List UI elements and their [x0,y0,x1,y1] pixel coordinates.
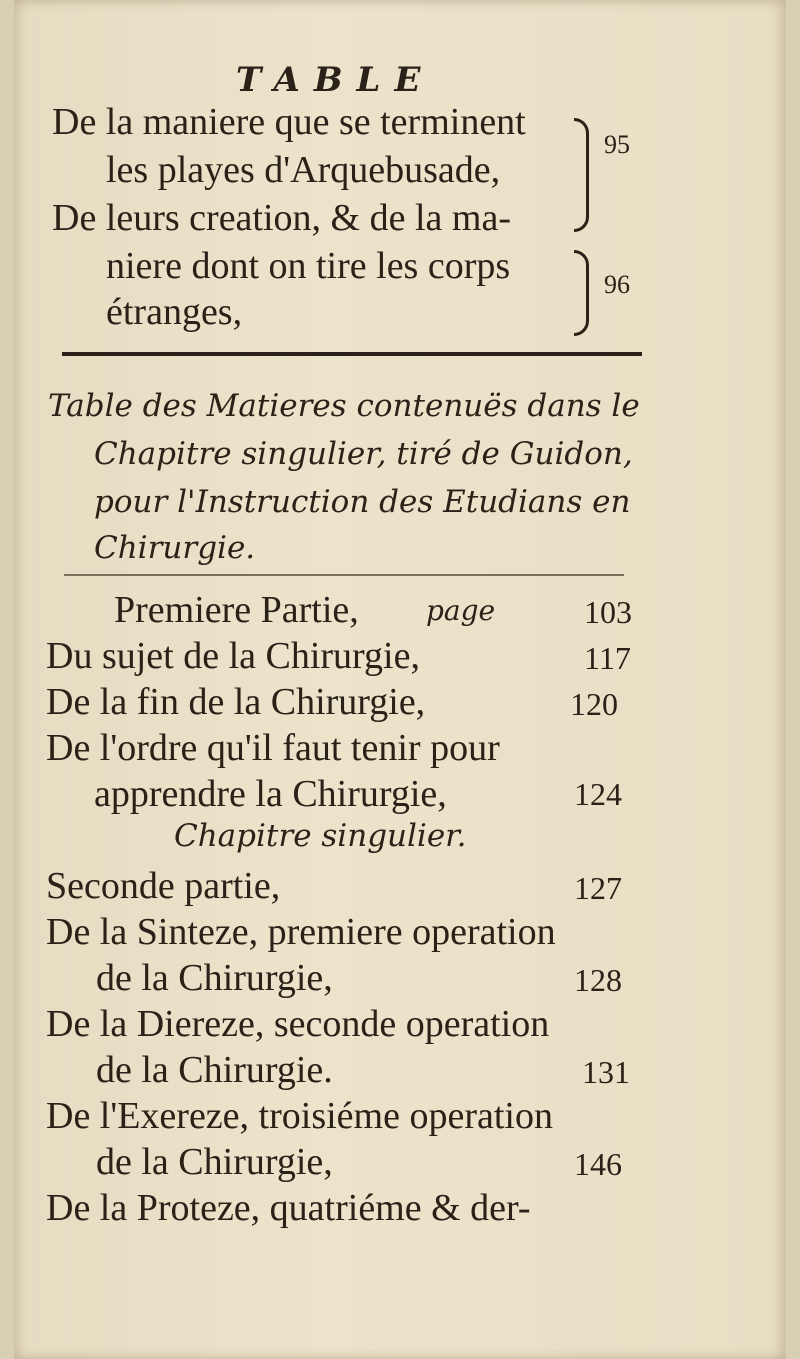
entry-text: de la Chirurgie, [96,957,333,999]
entry-page: 146 [574,1146,622,1182]
entry-text: De la fin de la Chirurgie, [46,681,426,723]
entry-page: 124 [574,776,622,812]
entry-page: 103 [584,594,632,630]
brace-95 [574,118,589,232]
toc-line: les playes d'Arquebusade, [106,149,501,191]
entry-text: De l'ordre qu'il faut tenir pour [46,727,500,769]
entry-page: 128 [574,962,622,998]
book-page [14,0,786,1359]
toc-line: étranges, [106,291,243,333]
entry-text: Du sujet de la Chirurgie, [46,635,420,677]
entry-text: de la Chirurgie, [96,1141,333,1183]
entry-text: De la Diereze, seconde operation [46,1003,550,1045]
heading-line: Table des Matieres contenuës dans le [48,388,640,424]
entry-text: Seconde partie, [46,865,281,907]
brace-96 [574,250,589,336]
entry-text: Premiere Partie, [114,589,359,631]
section-rule [62,352,642,356]
toc-line: De leurs creation, & de la ma- [52,197,511,239]
entry-text: De la Proteze, quatriéme & der- [46,1187,531,1229]
heading-line: Chirurgie. [94,530,256,566]
entry-text: apprendre la Chirurgie, [94,773,447,815]
entry-subheading: Chapitre singulier. [174,818,467,854]
entry-page: 120 [570,686,618,722]
toc-line: De la maniere que se terminent [52,101,526,143]
page-number: 96 [604,270,630,299]
entry-page-label: page [426,594,496,627]
entry-text: de la Chirurgie. [96,1049,333,1091]
entry-text: De l'Exereze, troisiéme operation [46,1095,553,1137]
page-number: 95 [604,130,630,159]
toc-line: niere dont on tire les corps [106,245,511,287]
running-title: TABLE [236,60,435,100]
entry-page: 127 [574,870,622,906]
entry-text: De la Sinteze, premiere operation [46,911,556,953]
heading-rule [64,574,624,576]
heading-line: pour l'Instruction des Etudians en [94,484,631,520]
heading-line: Chapitre singulier, tiré de Guidon, [94,436,633,472]
entry-page: 131 [582,1054,630,1090]
entry-page: 117 [584,640,631,676]
